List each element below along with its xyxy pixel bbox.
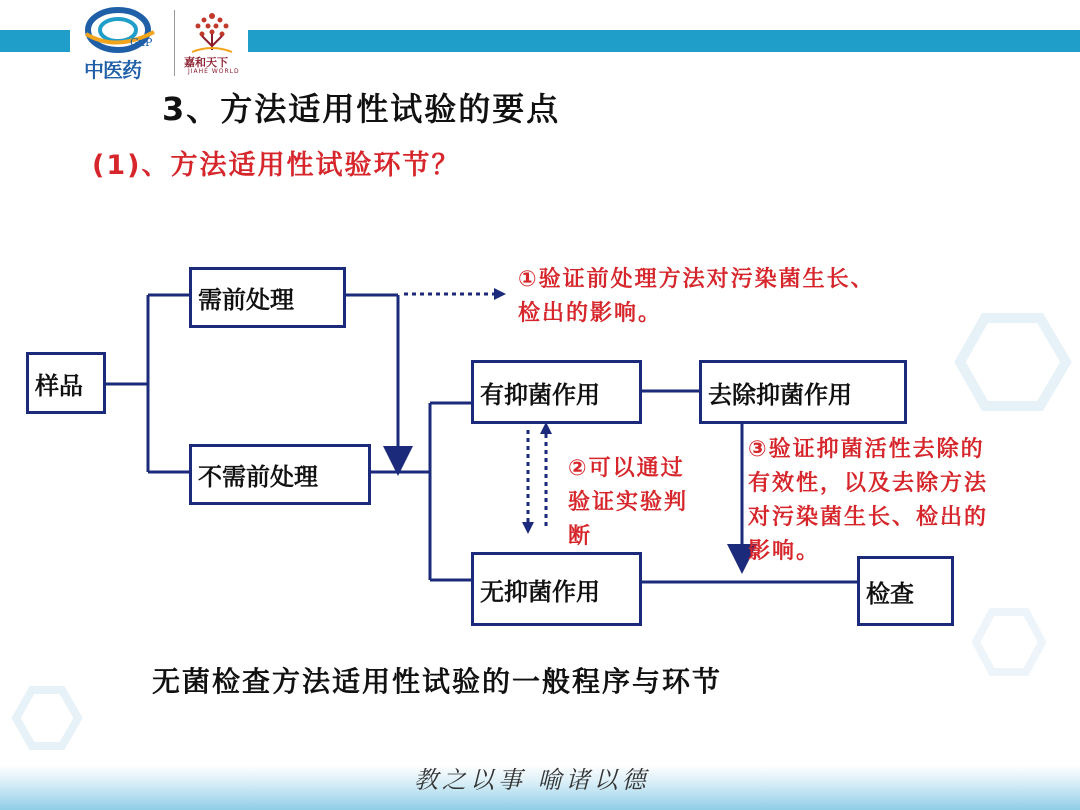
note-2 — [568, 452, 688, 554]
dotted-arrowhead-right-icon — [494, 288, 506, 300]
note-1 — [518, 263, 875, 331]
slide-title: 3、方法适用性试验的要点 — [162, 90, 561, 128]
logo-gxp-badge: GxP — [130, 36, 153, 49]
logo-jiahe-text: 嘉和天下 — [184, 56, 228, 69]
note-3-line-2: 有效性，以及去除方法 — [748, 471, 989, 496]
node-remove-inhibition: 去除抑菌作用 — [699, 360, 907, 424]
logo-zhongyiyao-text: 中医药 — [84, 58, 141, 82]
slide-subtitle: (1)、方法适用性试验环节？ — [92, 150, 461, 181]
node-no-pretreatment: 不需前处理 — [189, 444, 371, 505]
note-3-line-1: ③验证抑菌活性去除的 — [748, 437, 985, 462]
note-2-line-2: 验证实验判 — [568, 490, 689, 515]
note-1-line-1: ①验证前处理方法对污染菌生长、 — [518, 267, 875, 292]
logo-jiahe-subtext: JIAHE WORLD — [188, 68, 240, 75]
node-needs-pretreatment: 需前处理 — [189, 267, 346, 328]
node-has-inhibition: 有抑菌作用 — [471, 360, 642, 424]
node-sample: 样品 — [26, 352, 106, 414]
note-3-line-3: 对污染菌生长、检出的 — [748, 505, 989, 530]
note-3-line-4: 影响。 — [748, 539, 821, 564]
note-1-line-2: 检出的影响。 — [518, 301, 663, 326]
note-3 — [748, 433, 988, 569]
note-2-line-1: ②可以通过 — [568, 456, 685, 481]
diagram-caption: 无菌检查方法适用性试验的一般程序与环节 — [152, 665, 723, 698]
node-no-inhibition: 无抑菌作用 — [471, 552, 642, 626]
node-inspection: 检查 — [857, 556, 954, 626]
footer-motto: 教之以事 喻诸以德 — [414, 766, 650, 794]
note-2-line-3: 断 — [568, 524, 593, 549]
dotted-arrowhead-down-icon — [522, 522, 534, 534]
